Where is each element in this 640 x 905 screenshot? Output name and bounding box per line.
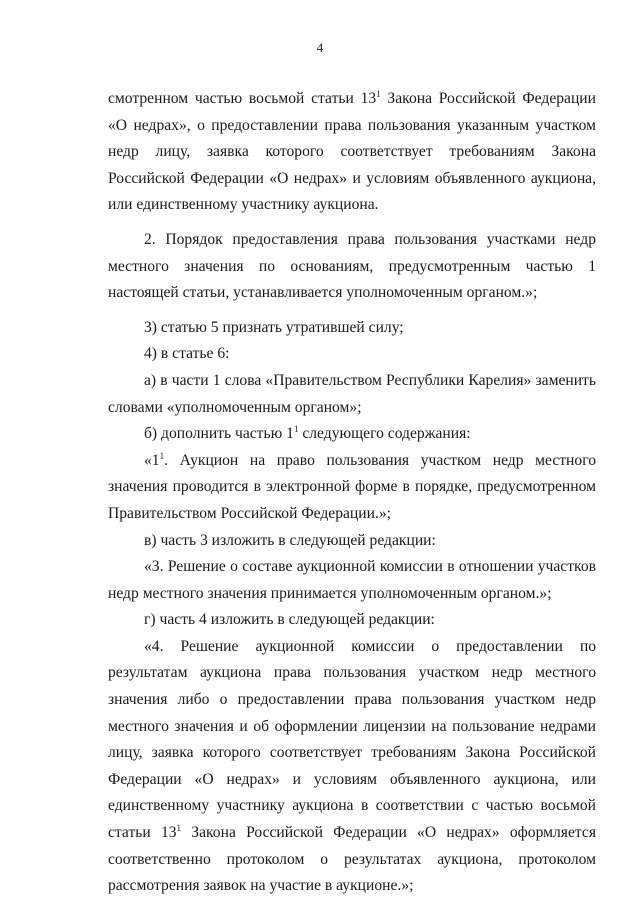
paragraph (108, 554, 596, 607)
paragraph (108, 607, 596, 634)
paragraph-text: «1 (144, 451, 160, 469)
paragraph (108, 448, 596, 528)
page-number: 4 (316, 40, 324, 55)
document-body (108, 86, 596, 900)
paragraph-text: смотренном частью восьмой статьи 13 (108, 90, 377, 107)
paragraph (108, 421, 596, 448)
paragraph-text: Закона Российской Федерации «О недрах» оформляется соответственно протоколом о результатах аукциона, протоколом рассмотрения заявок на участие в аукционе.»; (108, 824, 596, 895)
paragraph-text: Закона Российской Федерации «О недрах», о предоставлении права пользования указанным участком недр лицу, заявка которого соответствует требованиям Закона Российской Федерации «О недрах» и условиям объявленного аукциона, или единственному участнику аукциона. (108, 90, 596, 214)
paragraph-text: следующего содержания: (298, 425, 471, 443)
paragraph-text: . Аукцион на право пользования участком недр местного значения проводится в электронной форме в порядке, предусмотренном Правительством Российской Федерации.»; (108, 451, 596, 522)
paragraph (108, 341, 596, 368)
paragraph (108, 227, 596, 307)
paragraph-text: 3) статью 5 признать утратившей силу; (144, 318, 404, 336)
paragraph (108, 86, 596, 219)
paragraph-text: «4. Решение аукционной комиссии о предоставлении по результатам аукциона права пользования участком недр местного значения либо о предоставлении права пользования участком недр местного значения и об оформлении лицензии на пользование недрами лицу, заявка которого соответствует требованиям Закона Российской Федерации «О недрах» и условиям объявленного аукциона, или единственному участнику аукциона в соответствии с частью восьмой статьи 13 (108, 637, 596, 842)
paragraph-text: 2. Порядок предоставления права пользования участками недр местного значения по основаниям, предусмотренным частью 1 настоящей статьи, устанавливается уполномоченным органом.»; (108, 230, 596, 302)
superscript: 1 (159, 450, 165, 461)
paragraph (108, 368, 596, 421)
paragraph-text: г) часть 4 изложить в следующей редакции: (144, 611, 435, 629)
paragraph-text: «3. Решение о составе аукционной комиссии в отношении участков недр местного значения принимается уполномоченным органом.»; (108, 558, 596, 602)
paragraph-text: 4) в статье 6: (144, 345, 230, 363)
paragraph (108, 634, 596, 900)
paragraph (108, 528, 596, 555)
superscript: 1 (176, 823, 182, 834)
paragraph (108, 315, 596, 342)
paragraph-text: в) часть 3 изложить в следующей редакции: (144, 531, 436, 549)
superscript: 1 (376, 89, 381, 99)
paragraph-text: б) дополнить частью 1 (144, 425, 294, 443)
paragraph-text: а) в части 1 слова «Правительством Республики Карелия» заменить словами «уполномоченным органом»; (108, 371, 596, 416)
superscript: 1 (293, 424, 299, 435)
